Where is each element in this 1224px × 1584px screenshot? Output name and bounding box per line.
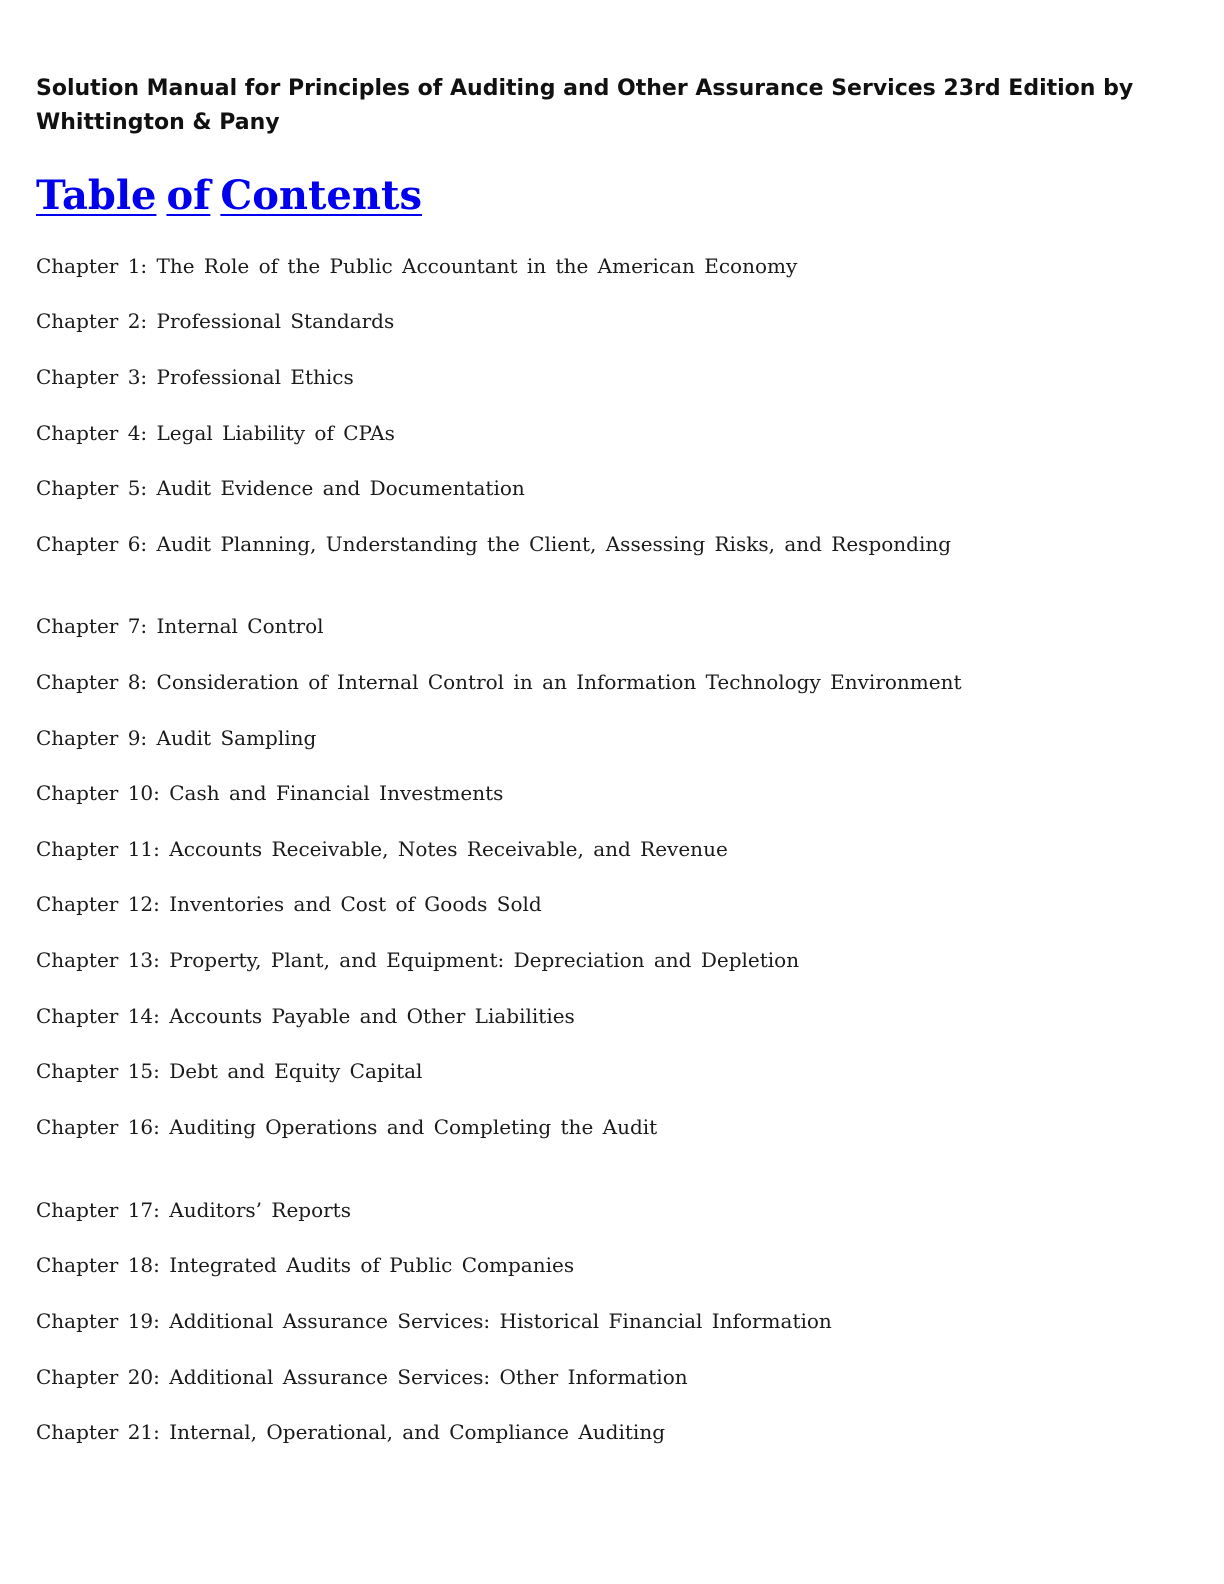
chapter-item-18: Chapter 18: Integrated Audits of Public Companies: [36, 1253, 575, 1277]
chapter-item-7: Chapter 7: Internal Control: [36, 614, 324, 638]
toc-heading-link-table[interactable]: Table: [36, 172, 157, 219]
chapter-item-16: Chapter 16: Auditing Operations and Completing the Audit: [36, 1115, 658, 1139]
chapter-item-9: Chapter 9: Audit Sampling: [36, 726, 317, 750]
chapter-item-4: Chapter 4: Legal Liability of CPAs: [36, 421, 395, 445]
chapter-item-20: Chapter 20: Additional Assurance Services: Other Information: [36, 1365, 688, 1389]
chapter-item-21: Chapter 21: Internal, Operational, and Compliance Auditing: [36, 1420, 665, 1444]
chapter-item-5: Chapter 5: Audit Evidence and Documentation: [36, 476, 525, 500]
chapter-item-3: Chapter 3: Professional Ethics: [36, 365, 354, 389]
chapter-item-12: Chapter 12: Inventories and Cost of Goods Sold: [36, 892, 542, 916]
chapter-item-15: Chapter 15: Debt and Equity Capital: [36, 1059, 423, 1083]
toc-heading-link-contents[interactable]: Contents: [220, 172, 422, 219]
chapter-item-8: Chapter 8: Consideration of Internal Control in an Information Technology Environment: [36, 670, 962, 694]
chapter-item-13: Chapter 13: Property, Plant, and Equipment: Depreciation and Depletion: [36, 948, 800, 972]
chapter-item-1: Chapter 1: The Role of the Public Accountant in the American Economy: [36, 254, 798, 278]
toc-heading-link-of[interactable]: of: [166, 172, 211, 219]
chapter-item-10: Chapter 10: Cash and Financial Investments: [36, 781, 504, 805]
toc-heading: [36, 168, 422, 224]
chapter-item-6: Chapter 6: Audit Planning, Understanding the Client, Assessing Risks, and Responding: [36, 532, 952, 556]
chapter-item-19: Chapter 19: Additional Assurance Services: Historical Financial Information: [36, 1309, 832, 1333]
document-title: Solution Manual for Principles of Auditing and Other Assurance Services 23rd Edition by Whittington & Pany: [36, 76, 1134, 135]
chapter-item-17: Chapter 17: Auditors’ Reports: [36, 1198, 351, 1222]
chapter-item-14: Chapter 14: Accounts Payable and Other Liabilities: [36, 1004, 575, 1028]
chapter-item-2: Chapter 2: Professional Standards: [36, 309, 395, 333]
chapter-item-11: Chapter 11: Accounts Receivable, Notes Receivable, and Revenue: [36, 837, 728, 861]
